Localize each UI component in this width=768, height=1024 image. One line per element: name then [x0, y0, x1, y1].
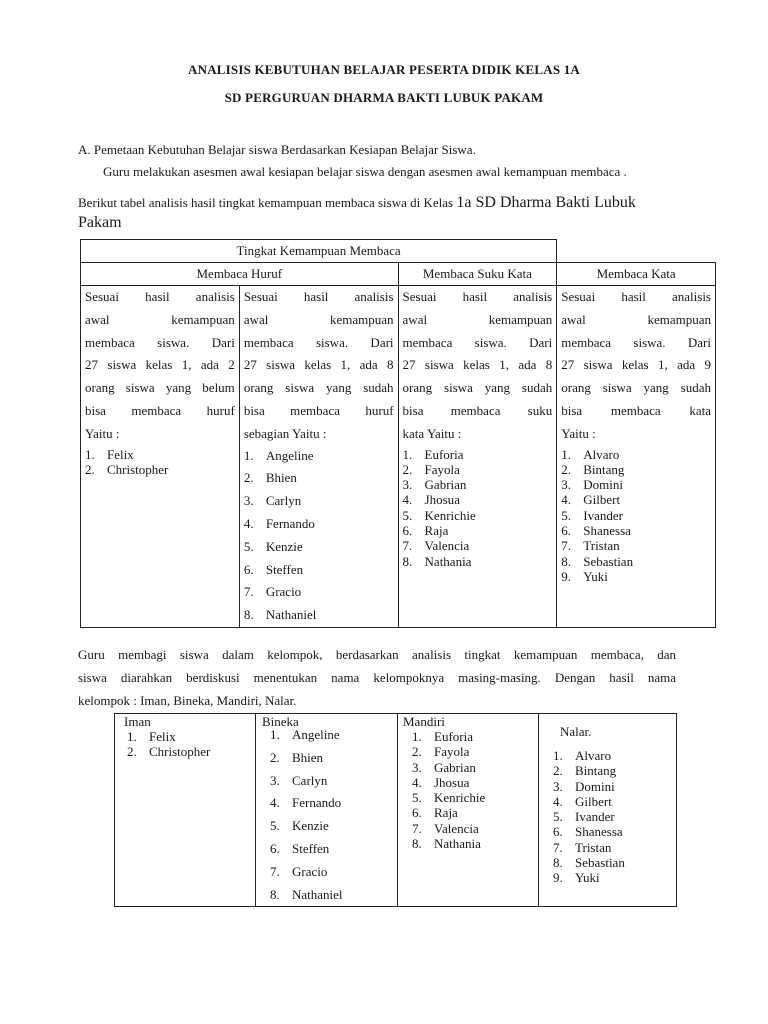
list-item: 2. Christopher: [85, 461, 169, 477]
table-text-line: orang siswa yang sudah: [243, 380, 394, 396]
list-item: 8. Nathaniel: [243, 607, 317, 623]
intro-text: Berikut tabel analisis hasil tingkat kemampuan membaca siswa di Kelas: [78, 195, 457, 210]
col-membaca-huruf: Membaca Huruf: [81, 263, 399, 286]
list-item: 5. Ivander: [561, 507, 623, 523]
table-text-line: 27 siswa kelas 1, ada 9: [561, 357, 711, 373]
group-bineka-list: [256, 724, 397, 906]
list-item: 3. Carlyn: [270, 772, 328, 788]
cell-suku-kata: [398, 286, 557, 628]
table-text-line: membaca siswa. Dari: [561, 334, 711, 350]
cell-huruf-belum: [81, 286, 240, 628]
list-item: 2. Fayola: [402, 461, 460, 477]
list-item: 1. Alvaro: [561, 446, 620, 462]
list-item: 1. Angeline: [270, 727, 340, 742]
table-text-line: sebagian Yaitu :: [243, 425, 327, 441]
list-item: 9. Yuki: [553, 870, 600, 886]
list-item: 8. Nathania: [412, 836, 481, 852]
list-item: 2. Bintang: [553, 763, 617, 779]
intro-location: Pakam: [78, 214, 122, 231]
paragraph-line: Guru membagi siswa dalam kelompok, berdasarkan analisis tingkat kemampuan membaca, dan: [78, 647, 676, 662]
list-item: 7. Gracio: [243, 584, 302, 600]
section-a-heading: A. Pemetaan Kebutuhan Belajar siswa Berdasarkan Kesiapan Belajar Siswa.: [78, 142, 476, 157]
table-text-line: kata Yaitu :: [402, 425, 462, 441]
list-item: 3. Carlyn: [243, 493, 302, 509]
list-item: 6. Steffen: [270, 840, 330, 856]
list-item: 7. Gracio: [270, 863, 328, 879]
group-title: Bineka: [262, 714, 299, 729]
list-item: 9. Yuki: [561, 568, 608, 584]
list-item: 1. Euforia: [402, 446, 464, 462]
list-item: 2. Bhien: [243, 470, 297, 486]
table-text-line: Sesuai hasil analisis: [243, 289, 394, 304]
table-text-line: awal kemampuan: [85, 311, 235, 327]
list-item: 4. Jhosua: [402, 492, 460, 508]
paragraph-line: kelompok : Iman, Bineka, Mandiri, Nalar.: [78, 693, 297, 708]
list-item: 5. Kenrichie: [402, 507, 476, 523]
table-text-line: orang siswa yang sudah: [561, 380, 711, 396]
intro-paragraph: [78, 193, 726, 233]
list-item: 1. Euforia: [412, 729, 473, 744]
list-item: 4. Jhosua: [412, 774, 470, 790]
group-mandiri: [398, 714, 539, 907]
cell-kata: [557, 286, 716, 628]
table-text-line: awal kemampuan: [402, 311, 553, 327]
student-list: [81, 447, 239, 478]
list-item: 1. Angeline: [243, 447, 314, 463]
list-item: 1. Felix: [127, 729, 176, 744]
group-iman: [115, 714, 256, 907]
table-text-line: 27 siswa kelas 1, ada 8: [402, 357, 553, 373]
list-item: 7. Tristan: [553, 839, 612, 855]
list-item: 5. Ivander: [553, 809, 615, 825]
list-item: 7. Valencia: [402, 538, 470, 554]
list-item: 3. Domini: [553, 778, 615, 794]
list-item: 8. Nathania: [402, 553, 472, 569]
table-text-line: 27 siswa kelas 1, ada 8: [243, 357, 394, 373]
list-item: 2. Bhien: [270, 749, 324, 765]
table-text-line: orang siswa yang sudah: [402, 380, 553, 396]
group-nalar: [539, 714, 677, 907]
list-item: 7. Tristan: [561, 538, 620, 554]
list-item: 4. Fernando: [270, 795, 342, 811]
list-item: 5. Kenrichie: [412, 790, 486, 806]
student-list: [557, 447, 715, 585]
list-item: 4. Gilbert: [561, 492, 621, 508]
list-item: 1. Alvaro: [553, 748, 612, 763]
table-text-line: awal kemampuan: [243, 311, 394, 327]
group-title: Iman: [124, 714, 151, 729]
list-item: 3. Domini: [561, 477, 623, 493]
table-text-line: bisa membaca suku: [402, 402, 553, 418]
group-title: Mandiri: [403, 714, 445, 729]
table-text-line: Sesuai hasil analisis: [561, 289, 711, 304]
table-text-line: Yaitu :: [561, 425, 596, 441]
table-text-line: bisa membaca huruf: [85, 402, 235, 418]
list-item: 5. Kenzie: [270, 818, 329, 834]
table-text-line: bisa membaca huruf: [243, 402, 394, 418]
group-mandiri-list: [398, 729, 538, 851]
list-item: 2. Bintang: [561, 461, 625, 477]
list-item: 6. Raja: [402, 523, 449, 539]
list-item: 6. Steffen: [243, 561, 304, 577]
cell-huruf-sebagian: [239, 286, 398, 628]
table-header-ability: Tingkat Kemampuan Membaca: [81, 240, 557, 263]
list-item: 3. Gabrian: [412, 759, 476, 775]
grouping-paragraph: [78, 643, 676, 712]
col-membaca-kata: Membaca Kata: [557, 263, 716, 286]
paragraph-line: siswa diarahkan berdiskusi menentukan nama kelompoknya masing-masing. Dengan hasil nama: [78, 670, 676, 685]
reading-ability-table: [80, 239, 716, 628]
list-item: 2. Fayola: [412, 744, 470, 760]
document-subtitle: SD PERGURUAN DHARMA BAKTI LUBUK PAKAM: [224, 90, 544, 105]
table-text-line: Sesuai hasil analisis: [85, 289, 235, 304]
list-item: 4. Fernando: [243, 515, 315, 531]
list-item: 6. Shanessa: [561, 523, 631, 539]
table-text-line: orang siswa yang belum: [85, 380, 235, 396]
list-item: 8. Nathaniel: [270, 886, 343, 902]
document-title: ANALISIS KEBUTUHAN BELAJAR PESERTA DIDIK KELAS 1A: [188, 62, 580, 77]
table-text-line: membaca siswa. Dari: [243, 334, 394, 350]
table-text-line: membaca siswa. Dari: [402, 334, 553, 350]
table-text-line: bisa membaca kata: [561, 402, 711, 418]
student-list: [240, 445, 398, 627]
intro-class-name: 1a SD Dharma Bakti Lubuk: [456, 194, 636, 211]
list-item: 6. Shanessa: [553, 824, 623, 840]
list-item: 2. Christopher: [127, 744, 211, 760]
group-table: [114, 713, 677, 907]
group-title: Nalar.: [560, 724, 592, 739]
list-item: 4. Gilbert: [553, 793, 612, 809]
group-nalar-list: [539, 748, 676, 886]
list-item: 6. Raja: [412, 805, 458, 821]
table-text-line: awal kemampuan: [561, 311, 711, 327]
list-item: 5. Kenzie: [243, 538, 303, 554]
group-iman-list: [115, 729, 255, 760]
section-a-text: Guru melakukan asesmen awal kesiapan belajar siswa dengan asesmen awal kemampuan membaca .: [103, 164, 627, 179]
list-item: 8. Sebastian: [553, 855, 625, 871]
table-text-line: 27 siswa kelas 1, ada 2: [85, 357, 235, 373]
table-text-line: Yaitu :: [85, 425, 120, 441]
list-item: 7. Valencia: [412, 820, 479, 836]
list-item: 8. Sebastian: [561, 553, 634, 569]
col-membaca-suku-kata: Membaca Suku Kata: [398, 263, 557, 286]
group-bineka: [256, 714, 398, 907]
table-text-line: Sesuai hasil analisis: [402, 289, 553, 304]
list-item: 3. Gabrian: [402, 477, 467, 493]
student-list: [399, 447, 557, 569]
table-text-line: membaca siswa. Dari: [85, 334, 235, 350]
list-item: 1. Felix: [85, 446, 134, 462]
